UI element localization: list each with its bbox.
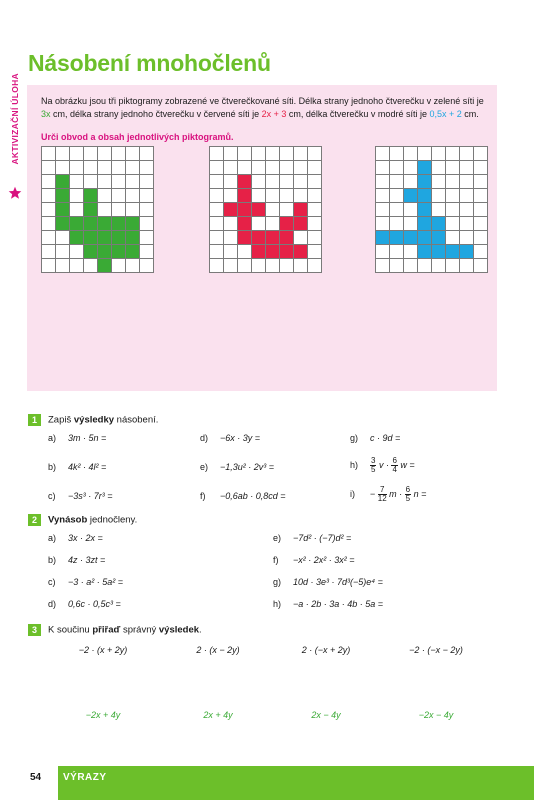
grid-square (210, 147, 224, 161)
grid-square (238, 259, 252, 273)
exercise-1-heading: 1 Zapiš výsledky násobení. (28, 414, 158, 426)
grid-square (252, 161, 266, 175)
filled-square (432, 217, 446, 231)
grid-square (376, 259, 390, 273)
grid-square (294, 259, 308, 273)
grid-square (280, 203, 294, 217)
filled-square (294, 203, 308, 217)
grid-square (252, 217, 266, 231)
grid-square (224, 161, 238, 175)
ex1-item-i: i) − $\frac{7}{12}$ m · $\frac{6}{5}$ n = (350, 485, 427, 503)
grid-square (376, 175, 390, 189)
chapter-title: VÝRAZY (63, 772, 107, 783)
grid-square (238, 161, 252, 175)
grid-square (112, 189, 126, 203)
grid-square (42, 203, 56, 217)
grid-square (112, 161, 126, 175)
grid-square (84, 175, 98, 189)
ex1-item-d: d) −6x · 3y = (200, 433, 261, 443)
grid-square (70, 161, 84, 175)
grid-square (42, 161, 56, 175)
ex2-item-e: e) −7d² · (−7)d² = (273, 533, 352, 543)
blue-grid (375, 146, 488, 273)
grid-square (280, 147, 294, 161)
grid-square (404, 147, 418, 161)
grid-square (98, 189, 112, 203)
grid-square (294, 161, 308, 175)
grid-square (474, 259, 488, 273)
grid-square (376, 203, 390, 217)
filled-square (126, 245, 140, 259)
ex2-item-c: c) −3 · a² · 5a² = (48, 577, 124, 587)
filled-square (238, 231, 252, 245)
grid-square (308, 175, 322, 189)
filled-square (98, 259, 112, 273)
grid-square (210, 161, 224, 175)
grid-square (126, 189, 140, 203)
grid-square (42, 217, 56, 231)
red-grid (209, 146, 322, 273)
filled-square (238, 189, 252, 203)
filled-square (56, 217, 70, 231)
filled-square (280, 245, 294, 259)
grid-square (224, 245, 238, 259)
grid-square (210, 231, 224, 245)
grid-square (56, 231, 70, 245)
grid-square (294, 189, 308, 203)
filled-square (98, 217, 112, 231)
fraction: $\frac{3}{5}$ (371, 456, 376, 474)
grid-square (70, 245, 84, 259)
grid-square (404, 245, 418, 259)
filled-square (252, 245, 266, 259)
filled-square (404, 189, 418, 203)
filled-square (418, 245, 432, 259)
grid-square (418, 147, 432, 161)
grid-square (404, 175, 418, 189)
grid-square (446, 175, 460, 189)
filled-square (418, 217, 432, 231)
grid-square (210, 189, 224, 203)
grid-square (266, 175, 280, 189)
grid-square (294, 147, 308, 161)
filled-square (56, 203, 70, 217)
grid-square (210, 175, 224, 189)
exercise-number: 1 (28, 414, 41, 426)
filled-square (266, 245, 280, 259)
filled-square (446, 245, 460, 259)
filled-square (280, 217, 294, 231)
grid-square (210, 217, 224, 231)
filled-square (56, 175, 70, 189)
filled-square (460, 245, 474, 259)
grid-square (308, 259, 322, 273)
grid-square (280, 175, 294, 189)
grid-square (404, 217, 418, 231)
grid-square (446, 203, 460, 217)
grid-square (238, 147, 252, 161)
exercise-3-heading: 3 K součinu přiřaď správný výsledek. (28, 624, 202, 636)
grid-square (460, 161, 474, 175)
ex1-item-b: b) 4k² · 4l² = (48, 462, 107, 472)
grid-square (308, 203, 322, 217)
grid-square (294, 231, 308, 245)
filled-square (112, 245, 126, 259)
filled-square (418, 231, 432, 245)
grid-square (432, 189, 446, 203)
ex1-item-a: a) 3m · 5n = (48, 433, 107, 443)
grid-square (432, 161, 446, 175)
grid-square (404, 161, 418, 175)
grid-square (126, 203, 140, 217)
grid-square (474, 161, 488, 175)
product-expression: −2 · (x + 2y) (78, 645, 128, 655)
filled-square (418, 189, 432, 203)
grid-square (390, 259, 404, 273)
grid-square (390, 203, 404, 217)
grid-square (42, 189, 56, 203)
grid-square (390, 161, 404, 175)
ex1-item-c: c) −3s³ · 7r³ = (48, 491, 113, 501)
grid-square (474, 147, 488, 161)
filled-square (404, 231, 418, 245)
result-option: 2x − 4y (311, 710, 341, 720)
grid-square (210, 245, 224, 259)
filled-square (126, 217, 140, 231)
intro-text: Na obrázku jsou tři piktogramy zobrazené ve čtverečkované síti. Délka strany jednoho čtverečku v zelené síti je 3x cm, délka strany jednoho čtverečku v červené síti je 2x + 3 cm, délka čtverečku v modré síti je 0,5x + 2 cm. (41, 96, 484, 119)
filled-square (280, 231, 294, 245)
grid-square (266, 189, 280, 203)
filled-square (70, 217, 84, 231)
grid-square (98, 203, 112, 217)
grid-square (294, 175, 308, 189)
grid-square (308, 245, 322, 259)
grid-square (460, 231, 474, 245)
grid-square (112, 203, 126, 217)
ex2-item-g: g) 10d · 3e³ · 7d³(−5)e⁴ = (273, 577, 383, 587)
grid-square (224, 217, 238, 231)
filled-square (418, 161, 432, 175)
grid-square (84, 161, 98, 175)
filled-square (84, 217, 98, 231)
grid-square (446, 231, 460, 245)
grid-square (376, 245, 390, 259)
fraction: $\frac{7}{12}$ (377, 485, 387, 503)
grid-square (376, 161, 390, 175)
grid-square (70, 175, 84, 189)
grid-square (404, 203, 418, 217)
ex1-item-g: g) c · 9d = (350, 433, 401, 443)
grid-square (56, 161, 70, 175)
filled-square (56, 189, 70, 203)
ex2-item-a: a) 3x · 2x = (48, 533, 103, 543)
grid-square (140, 189, 154, 203)
grid-square (308, 161, 322, 175)
grid-square (308, 147, 322, 161)
grid-square (390, 175, 404, 189)
grid-square (266, 203, 280, 217)
filled-square (376, 231, 390, 245)
grid-square (432, 259, 446, 273)
grid-square (70, 203, 84, 217)
filled-square (252, 203, 266, 217)
grid-square (70, 259, 84, 273)
result-option: 2x + 4y (203, 710, 233, 720)
grid-square (446, 259, 460, 273)
grid-square (280, 259, 294, 273)
grid-square (98, 147, 112, 161)
grid-square (266, 259, 280, 273)
ex1-item-e: e) −1,3u² · 2v³ = (200, 462, 275, 472)
grid-square (474, 175, 488, 189)
grid-square (432, 147, 446, 161)
grid-square (84, 259, 98, 273)
filled-square (70, 231, 84, 245)
grid-square (56, 245, 70, 259)
grid-square (446, 147, 460, 161)
grid-square (446, 217, 460, 231)
grid-square (460, 203, 474, 217)
result-option: −2x − 4y (418, 710, 454, 720)
grid-square (266, 217, 280, 231)
grid-square (460, 147, 474, 161)
grid-square (112, 175, 126, 189)
grid-square (42, 259, 56, 273)
filled-square (294, 245, 308, 259)
filled-square (84, 203, 98, 217)
filled-square (84, 245, 98, 259)
filled-square (112, 217, 126, 231)
exercise-number: 2 (28, 514, 41, 526)
grid-square (126, 259, 140, 273)
grid-square (308, 189, 322, 203)
grid-square (460, 259, 474, 273)
filled-square (266, 231, 280, 245)
page-number: 54 (30, 772, 42, 783)
grid-square (42, 175, 56, 189)
star-icon (8, 186, 22, 200)
grid-square (210, 259, 224, 273)
grid-square (418, 259, 432, 273)
page-number-box (0, 766, 58, 800)
grid-square (224, 175, 238, 189)
grid-square (308, 217, 322, 231)
fraction: $\frac{6}{5}$ (405, 485, 411, 503)
grid-square (252, 259, 266, 273)
grid-square (474, 231, 488, 245)
filled-square (112, 231, 126, 245)
product-expression: 2 · (x − 2y) (196, 645, 240, 655)
grid-square (224, 189, 238, 203)
grid-square (56, 147, 70, 161)
grid-square (140, 203, 154, 217)
grid-square (390, 189, 404, 203)
filled-square (98, 231, 112, 245)
filled-square (238, 175, 252, 189)
grid-square (252, 147, 266, 161)
grid-square (474, 189, 488, 203)
product-expression: −2 · (−x − 2y) (409, 645, 463, 655)
grid-square (474, 217, 488, 231)
grid-square (140, 259, 154, 273)
filled-square (238, 203, 252, 217)
grid-square (390, 147, 404, 161)
grid-square (112, 147, 126, 161)
grid-square (140, 147, 154, 161)
grid-square (376, 189, 390, 203)
grid-square (376, 147, 390, 161)
filled-square (252, 231, 266, 245)
exercise-number: 3 (28, 624, 41, 636)
filled-square (84, 231, 98, 245)
green-grid (41, 146, 154, 273)
grid-square (224, 147, 238, 161)
grid-square (98, 161, 112, 175)
grid-square (126, 175, 140, 189)
grid-square (390, 217, 404, 231)
ex2-item-h: h) −a · 2b · 3a · 4b · 5a = (273, 599, 384, 609)
grid-square (280, 189, 294, 203)
product-expression: 2 · (−x + 2y) (301, 645, 351, 655)
grid-square (140, 245, 154, 259)
ex2-item-f: f) −x² · 2x² · 3x² = (273, 555, 355, 565)
result-option: −2x + 4y (85, 710, 121, 720)
grid-square (308, 231, 322, 245)
grid-square (42, 231, 56, 245)
grid-square (460, 189, 474, 203)
filled-square (418, 175, 432, 189)
grid-square (432, 203, 446, 217)
grid-square (460, 217, 474, 231)
filled-square (390, 231, 404, 245)
activity-label (3, 73, 25, 206)
grid-square (266, 147, 280, 161)
grid-square (224, 231, 238, 245)
grid-square (238, 245, 252, 259)
grid-square (70, 189, 84, 203)
grid-square (140, 161, 154, 175)
grid-square (224, 259, 238, 273)
activity-label-text: AKTIVIZAČNÍ ÚLOHA (10, 73, 20, 165)
task-instruction: Urči obvod a obsah jednotlivých piktogramů. (41, 132, 234, 142)
activity-box (27, 85, 497, 391)
filled-square (98, 245, 112, 259)
grid-square (42, 147, 56, 161)
grid-square (446, 161, 460, 175)
grid-square (84, 147, 98, 161)
grid-square (140, 231, 154, 245)
grid-square (460, 175, 474, 189)
grid-square (390, 245, 404, 259)
grid-square (56, 259, 70, 273)
grid-square (432, 175, 446, 189)
exercise-2-heading: 2 Vynásob jednočleny. (28, 514, 137, 526)
grid-square (446, 189, 460, 203)
filled-square (294, 217, 308, 231)
grid-square (252, 189, 266, 203)
footer-bar (0, 766, 534, 800)
ex1-item-h: h) $\frac{3}{5}$ v · $\frac{6}{4}$ w = (350, 456, 415, 474)
ex2-item-d: d) 0,6c · 0,5c³ = (48, 599, 121, 609)
grid-square (70, 147, 84, 161)
grid-square (376, 217, 390, 231)
filled-square (84, 189, 98, 203)
grid-square (140, 217, 154, 231)
filled-square (432, 245, 446, 259)
filled-square (238, 217, 252, 231)
grid-square (280, 161, 294, 175)
grid-square (252, 175, 266, 189)
fraction: $\frac{6}{4}$ (392, 456, 397, 474)
grid-square (210, 203, 224, 217)
filled-square (432, 231, 446, 245)
filled-square (126, 231, 140, 245)
grid-square (126, 161, 140, 175)
filled-square (418, 203, 432, 217)
grid-square (404, 259, 418, 273)
grid-square (98, 175, 112, 189)
ex1-item-f: f) −0,6ab · 0,8cd = (200, 491, 286, 501)
page-title: Násobení mnohočlenů (28, 50, 271, 76)
grid-square (42, 245, 56, 259)
filled-square (224, 203, 238, 217)
grid-square (474, 245, 488, 259)
grid-square (140, 175, 154, 189)
grid-square (266, 161, 280, 175)
grid-square (474, 203, 488, 217)
ex2-item-b: b) 4z · 3zt = (48, 555, 106, 565)
grid-square (126, 147, 140, 161)
grid-square (112, 259, 126, 273)
